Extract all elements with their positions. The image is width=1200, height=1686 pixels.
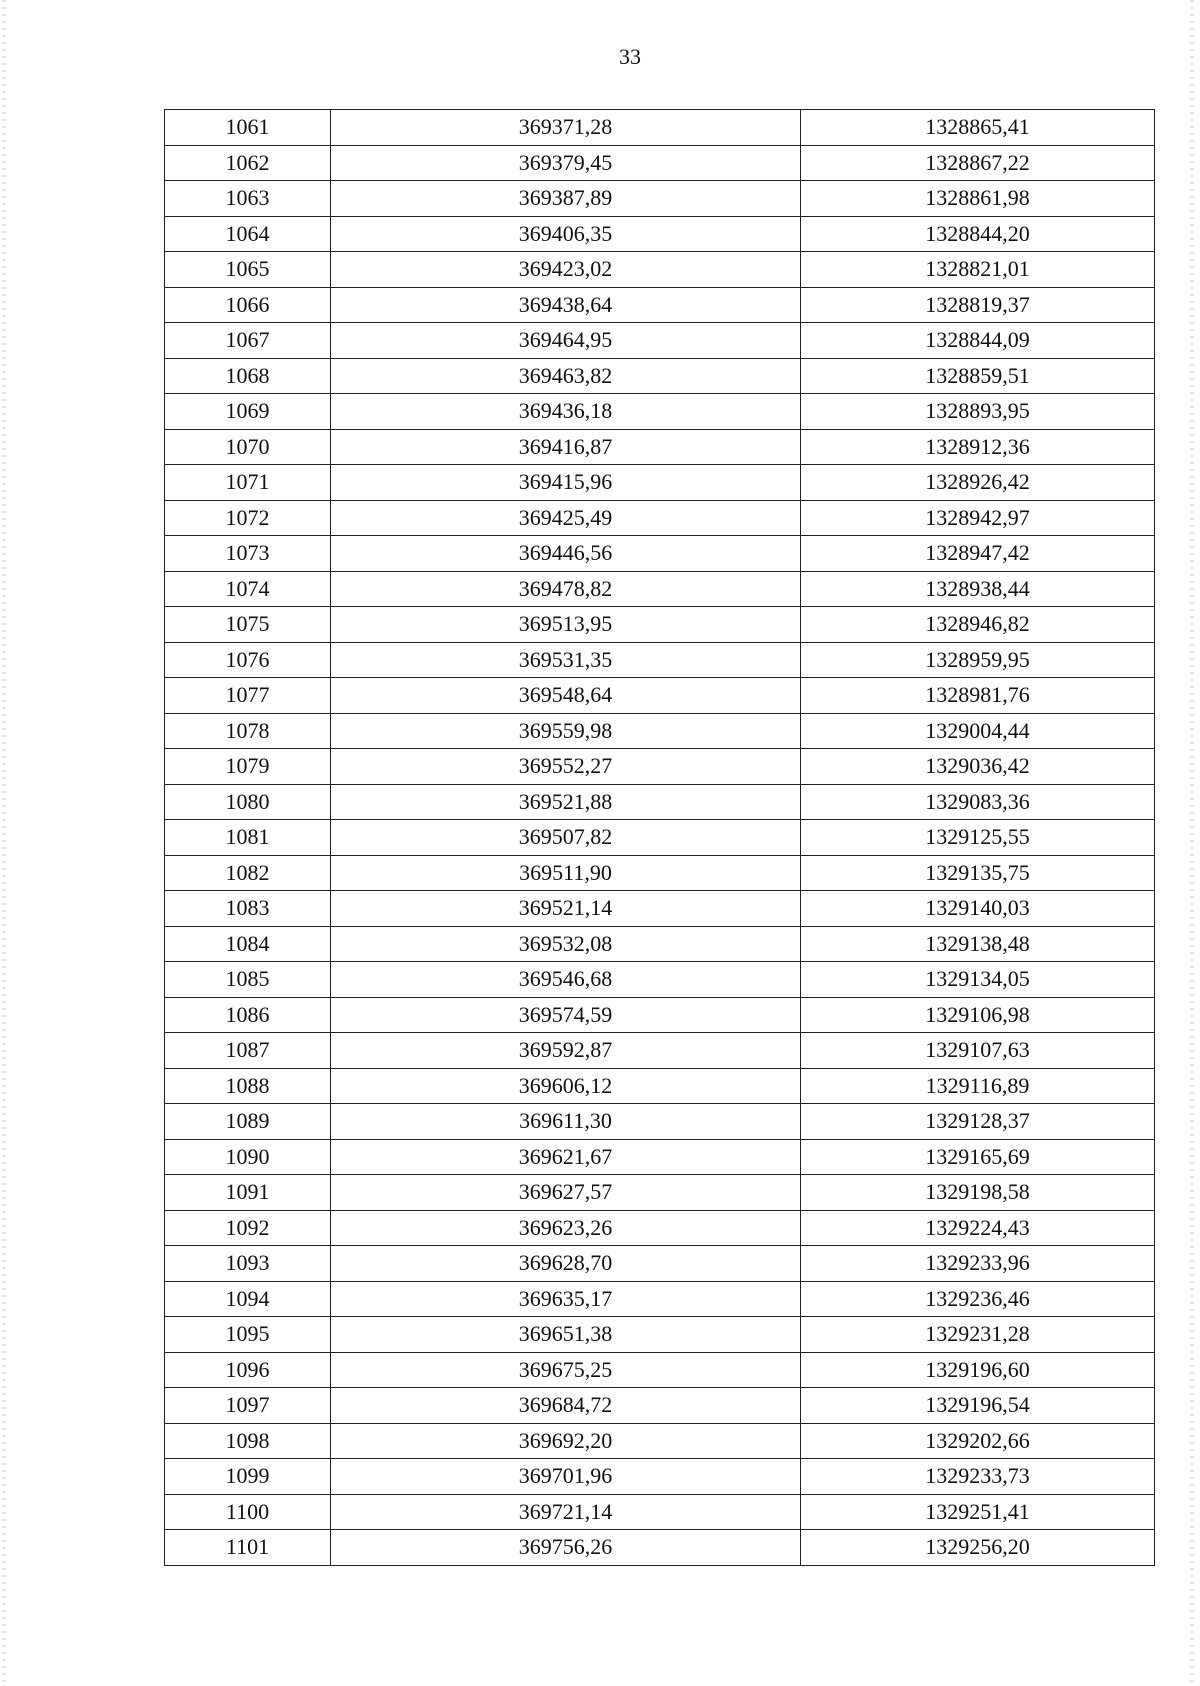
table-row — [165, 678, 1155, 714]
point-number-cell: 1098 — [165, 1423, 331, 1459]
y-coordinate-cell: 1329224,43 — [801, 1210, 1155, 1246]
x-coordinate-cell: 369513,95 — [331, 607, 801, 643]
x-coordinate-cell: 369406,35 — [331, 216, 801, 252]
table-row — [165, 1317, 1155, 1353]
table-row — [165, 1494, 1155, 1530]
point-number-cell: 1082 — [165, 855, 331, 891]
x-coordinate-cell: 369574,59 — [331, 997, 801, 1033]
point-number-cell: 1088 — [165, 1068, 331, 1104]
x-coordinate-cell: 369415,96 — [331, 465, 801, 501]
table-row — [165, 1352, 1155, 1388]
y-coordinate-cell: 1328865,41 — [801, 110, 1155, 146]
table-row — [165, 713, 1155, 749]
point-number-cell: 1095 — [165, 1317, 331, 1353]
point-number-cell: 1065 — [165, 252, 331, 288]
x-coordinate-cell: 369379,45 — [331, 145, 801, 181]
table-row — [165, 1033, 1155, 1069]
y-coordinate-cell: 1329198,58 — [801, 1175, 1155, 1211]
y-coordinate-cell: 1329125,55 — [801, 820, 1155, 856]
x-coordinate-cell: 369521,88 — [331, 784, 801, 820]
table-row — [165, 252, 1155, 288]
table-row — [165, 1068, 1155, 1104]
table-row — [165, 642, 1155, 678]
y-coordinate-cell: 1329256,20 — [801, 1530, 1155, 1566]
y-coordinate-cell: 1328942,97 — [801, 500, 1155, 536]
y-coordinate-cell: 1328861,98 — [801, 181, 1155, 217]
y-coordinate-cell: 1328844,09 — [801, 323, 1155, 359]
x-coordinate-cell: 369548,64 — [331, 678, 801, 714]
table-row — [165, 1281, 1155, 1317]
point-number-cell: 1087 — [165, 1033, 331, 1069]
point-number-cell: 1074 — [165, 571, 331, 607]
y-coordinate-cell: 1329236,46 — [801, 1281, 1155, 1317]
scan-edge-right — [1190, 0, 1194, 1686]
table-row — [165, 1388, 1155, 1424]
y-coordinate-cell: 1328859,51 — [801, 358, 1155, 394]
coordinates-table-body — [165, 110, 1155, 1566]
point-number-cell: 1063 — [165, 181, 331, 217]
table-row — [165, 465, 1155, 501]
y-coordinate-cell: 1329196,60 — [801, 1352, 1155, 1388]
x-coordinate-cell: 369592,87 — [331, 1033, 801, 1069]
point-number-cell: 1068 — [165, 358, 331, 394]
point-number-cell: 1062 — [165, 145, 331, 181]
point-number-cell: 1094 — [165, 1281, 331, 1317]
point-number-cell: 1078 — [165, 713, 331, 749]
y-coordinate-cell: 1328981,76 — [801, 678, 1155, 714]
y-coordinate-cell: 1329083,36 — [801, 784, 1155, 820]
table-row — [165, 500, 1155, 536]
point-number-cell: 1080 — [165, 784, 331, 820]
point-number-cell: 1085 — [165, 962, 331, 998]
y-coordinate-cell: 1328938,44 — [801, 571, 1155, 607]
y-coordinate-cell: 1329165,69 — [801, 1139, 1155, 1175]
y-coordinate-cell: 1329231,28 — [801, 1317, 1155, 1353]
y-coordinate-cell: 1329196,54 — [801, 1388, 1155, 1424]
x-coordinate-cell: 369628,70 — [331, 1246, 801, 1282]
x-coordinate-cell: 369371,28 — [331, 110, 801, 146]
x-coordinate-cell: 369675,25 — [331, 1352, 801, 1388]
x-coordinate-cell: 369423,02 — [331, 252, 801, 288]
table-row — [165, 181, 1155, 217]
scan-edge-left — [2, 0, 6, 1686]
point-number-cell: 1072 — [165, 500, 331, 536]
y-coordinate-cell: 1328893,95 — [801, 394, 1155, 430]
x-coordinate-cell: 369635,17 — [331, 1281, 801, 1317]
table-row — [165, 145, 1155, 181]
y-coordinate-cell: 1328947,42 — [801, 536, 1155, 572]
x-coordinate-cell: 369552,27 — [331, 749, 801, 785]
x-coordinate-cell: 369446,56 — [331, 536, 801, 572]
table-row — [165, 1175, 1155, 1211]
point-number-cell: 1067 — [165, 323, 331, 359]
y-coordinate-cell: 1328946,82 — [801, 607, 1155, 643]
y-coordinate-cell: 1329251,41 — [801, 1494, 1155, 1530]
table-row — [165, 855, 1155, 891]
point-number-cell: 1066 — [165, 287, 331, 323]
y-coordinate-cell: 1329140,03 — [801, 891, 1155, 927]
point-number-cell: 1091 — [165, 1175, 331, 1211]
page-number: 33 — [619, 44, 641, 69]
point-number-cell: 1097 — [165, 1388, 331, 1424]
y-coordinate-cell: 1328867,22 — [801, 145, 1155, 181]
x-coordinate-cell: 369464,95 — [331, 323, 801, 359]
x-coordinate-cell: 369701,96 — [331, 1459, 801, 1495]
table-row — [165, 749, 1155, 785]
y-coordinate-cell: 1329106,98 — [801, 997, 1155, 1033]
x-coordinate-cell: 369721,14 — [331, 1494, 801, 1530]
table-row — [165, 1139, 1155, 1175]
point-number-cell: 1093 — [165, 1246, 331, 1282]
x-coordinate-cell: 369546,68 — [331, 962, 801, 998]
table-row — [165, 323, 1155, 359]
table-row — [165, 891, 1155, 927]
y-coordinate-cell: 1328959,95 — [801, 642, 1155, 678]
point-number-cell: 1077 — [165, 678, 331, 714]
x-coordinate-cell: 369425,49 — [331, 500, 801, 536]
x-coordinate-cell: 369684,72 — [331, 1388, 801, 1424]
x-coordinate-cell: 369387,89 — [331, 181, 801, 217]
y-coordinate-cell: 1329036,42 — [801, 749, 1155, 785]
table-row — [165, 1530, 1155, 1566]
point-number-cell: 1083 — [165, 891, 331, 927]
point-number-cell: 1076 — [165, 642, 331, 678]
point-number-cell: 1090 — [165, 1139, 331, 1175]
y-coordinate-cell: 1329134,05 — [801, 962, 1155, 998]
table-row — [165, 394, 1155, 430]
table-row — [165, 1210, 1155, 1246]
x-coordinate-cell: 369436,18 — [331, 394, 801, 430]
x-coordinate-cell: 369623,26 — [331, 1210, 801, 1246]
table-row — [165, 962, 1155, 998]
point-number-cell: 1081 — [165, 820, 331, 856]
x-coordinate-cell: 369478,82 — [331, 571, 801, 607]
x-coordinate-cell: 369438,64 — [331, 287, 801, 323]
table-row — [165, 110, 1155, 146]
x-coordinate-cell: 369621,67 — [331, 1139, 801, 1175]
x-coordinate-cell: 369416,87 — [331, 429, 801, 465]
y-coordinate-cell: 1329116,89 — [801, 1068, 1155, 1104]
x-coordinate-cell: 369606,12 — [331, 1068, 801, 1104]
point-number-cell: 1101 — [165, 1530, 331, 1566]
table-row — [165, 1423, 1155, 1459]
point-number-cell: 1069 — [165, 394, 331, 430]
point-number-cell: 1073 — [165, 536, 331, 572]
table-row — [165, 784, 1155, 820]
table-row — [165, 926, 1155, 962]
point-number-cell: 1064 — [165, 216, 331, 252]
y-coordinate-cell: 1329135,75 — [801, 855, 1155, 891]
table-row — [165, 429, 1155, 465]
table-row — [165, 607, 1155, 643]
point-number-cell: 1084 — [165, 926, 331, 962]
point-number-cell: 1079 — [165, 749, 331, 785]
point-number-cell: 1075 — [165, 607, 331, 643]
point-number-cell: 1070 — [165, 429, 331, 465]
table-row — [165, 287, 1155, 323]
x-coordinate-cell: 369507,82 — [331, 820, 801, 856]
coordinates-table — [164, 109, 1155, 1566]
table-row — [165, 1246, 1155, 1282]
table-row — [165, 536, 1155, 572]
table-row — [165, 997, 1155, 1033]
x-coordinate-cell: 369559,98 — [331, 713, 801, 749]
point-number-cell: 1099 — [165, 1459, 331, 1495]
table-row — [165, 1459, 1155, 1495]
x-coordinate-cell: 369463,82 — [331, 358, 801, 394]
point-number-cell: 1092 — [165, 1210, 331, 1246]
y-coordinate-cell: 1329138,48 — [801, 926, 1155, 962]
table-row — [165, 571, 1155, 607]
y-coordinate-cell: 1329233,73 — [801, 1459, 1155, 1495]
point-number-cell: 1086 — [165, 997, 331, 1033]
y-coordinate-cell: 1328821,01 — [801, 252, 1155, 288]
x-coordinate-cell: 369521,14 — [331, 891, 801, 927]
x-coordinate-cell: 369611,30 — [331, 1104, 801, 1140]
table-row — [165, 1104, 1155, 1140]
y-coordinate-cell: 1329107,63 — [801, 1033, 1155, 1069]
y-coordinate-cell: 1329004,44 — [801, 713, 1155, 749]
y-coordinate-cell: 1328844,20 — [801, 216, 1155, 252]
table-row — [165, 820, 1155, 856]
y-coordinate-cell: 1328912,36 — [801, 429, 1155, 465]
y-coordinate-cell: 1329128,37 — [801, 1104, 1155, 1140]
point-number-cell: 1071 — [165, 465, 331, 501]
y-coordinate-cell: 1329233,96 — [801, 1246, 1155, 1282]
y-coordinate-cell: 1328819,37 — [801, 287, 1155, 323]
table-row — [165, 358, 1155, 394]
x-coordinate-cell: 369627,57 — [331, 1175, 801, 1211]
x-coordinate-cell: 369692,20 — [331, 1423, 801, 1459]
x-coordinate-cell: 369532,08 — [331, 926, 801, 962]
x-coordinate-cell: 369511,90 — [331, 855, 801, 891]
x-coordinate-cell: 369756,26 — [331, 1530, 801, 1566]
point-number-cell: 1100 — [165, 1494, 331, 1530]
x-coordinate-cell: 369651,38 — [331, 1317, 801, 1353]
point-number-cell: 1096 — [165, 1352, 331, 1388]
point-number-cell: 1089 — [165, 1104, 331, 1140]
point-number-cell: 1061 — [165, 110, 331, 146]
y-coordinate-cell: 1329202,66 — [801, 1423, 1155, 1459]
y-coordinate-cell: 1328926,42 — [801, 465, 1155, 501]
x-coordinate-cell: 369531,35 — [331, 642, 801, 678]
table-row — [165, 216, 1155, 252]
